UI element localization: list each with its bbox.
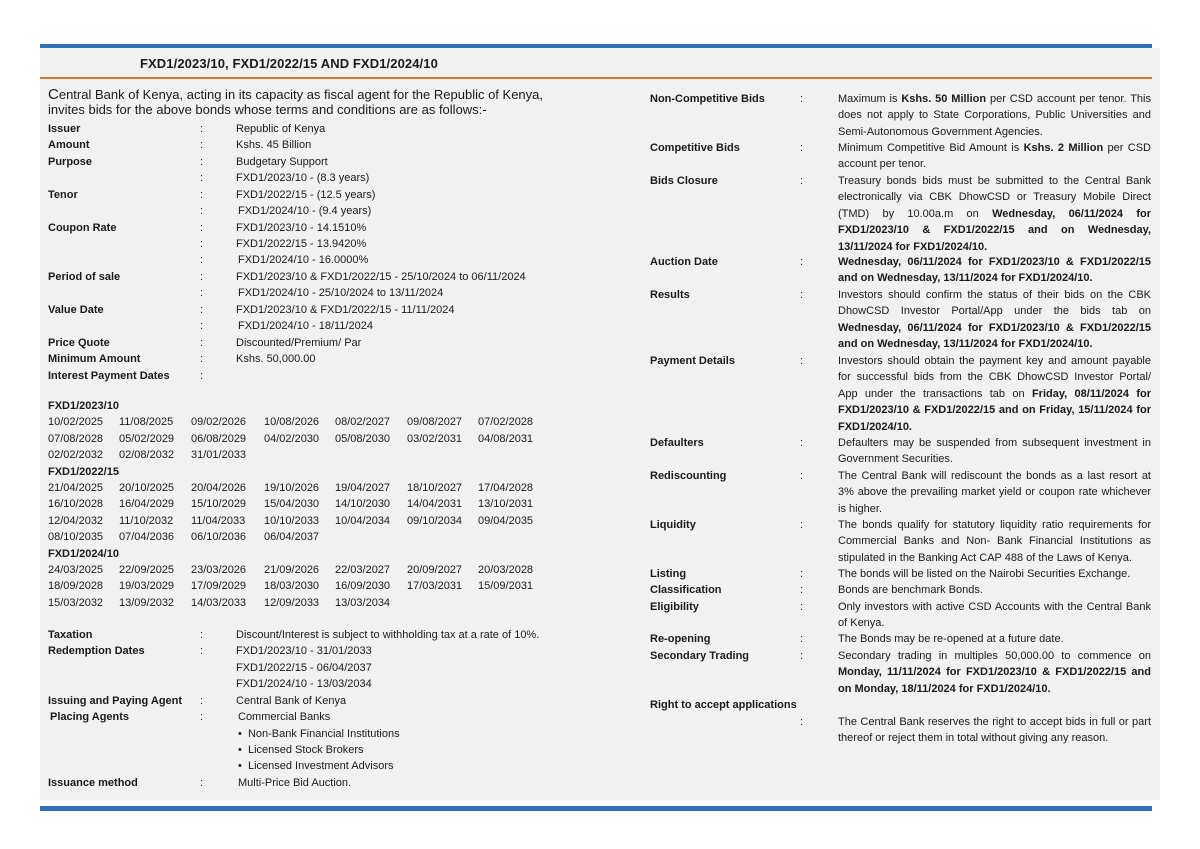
bold-part: Wednesday, 06/11/2024 for FXD1/2023/10 & FXD1/2022/15 and on Wednesday, 13/11/2024 for FXD1/2024/10. xyxy=(838,207,1151,253)
reopening-label: Re-opening xyxy=(650,633,711,645)
colon: : xyxy=(800,355,804,367)
text-part: Treasury bonds bids must be submitted to the Central Bank electronically via CBK DhowCSD or Treasury Mobile Direct (TMD) by 10.00a.m on xyxy=(838,175,1151,220)
tenor-value-3: FXD1/2024/10 - (9.4 years) xyxy=(238,205,372,217)
colon: : xyxy=(800,519,804,531)
interest-date-cell: 24/03/2025 xyxy=(48,564,104,576)
payment-details-label: Payment Details xyxy=(650,355,735,367)
listing-text: The bonds will be listed on the Nairobi Securities Exchange. xyxy=(838,568,1131,580)
text-part: per CSD account per tenor. xyxy=(838,142,1151,171)
interest-date-cell: 04/02/2030 xyxy=(264,432,320,445)
colon: : xyxy=(800,633,804,645)
interest-date-cell: 20/03/2028 xyxy=(478,564,534,576)
interest-date-cell: 07/08/2028 xyxy=(48,432,104,445)
interest-date-cell: 15/03/2032 xyxy=(48,596,104,609)
interest-date-cell: 10/10/2033 xyxy=(264,514,320,527)
auction-date-text xyxy=(838,254,1151,287)
issuing-agent-label: Issuing and Paying Agent xyxy=(48,695,183,707)
interest-date-cell: 14/03/2033 xyxy=(191,596,247,609)
coupon-value-2: FXD1/2022/15 - 13.9420% xyxy=(236,238,367,250)
interest-date-cell: 19/04/2027 xyxy=(335,482,391,494)
interest-date-cell: 08/10/2035 xyxy=(48,531,104,544)
interest-date-cell: 10/02/2025 xyxy=(48,416,104,429)
interest-date-cell: 17/04/2028 xyxy=(478,482,534,494)
interest-date-cell: 09/04/2035 xyxy=(478,514,534,527)
payment-details-text xyxy=(838,353,1151,435)
interest-date-cell: 05/02/2029 xyxy=(119,432,175,445)
period-of-sale-label: Period of sale xyxy=(48,271,121,283)
colon: : xyxy=(200,189,204,201)
issuing-agent-value: Central Bank of Kenya xyxy=(236,695,347,707)
redemption-value-1: FXD1/2023/10 - 31/01/2033 xyxy=(236,645,372,657)
placing-agent-bullet-3: Licensed Investment Advisors xyxy=(247,760,394,772)
page-title: FXD1/2023/10, FXD1/2022/15 AND FXD1/2024/10 xyxy=(140,56,438,71)
colon: : xyxy=(200,629,204,641)
placing-agents-value: Commercial Banks xyxy=(238,711,331,723)
interest-date-cell: 19/10/2026 xyxy=(264,482,320,494)
liquidity-text: The bonds qualify for statutory liquidity ratio requirements for Commercial Banks and Non- Bank Financial Institutions as stipulated in the Banking Act CAP 488 of the Laws of Kenya. xyxy=(838,519,1151,564)
price-quote-value: Discounted/Premium/ Par xyxy=(236,337,362,349)
interest-date-cell: 10/08/2026 xyxy=(264,416,320,429)
interest-date-cell: 17/09/2029 xyxy=(191,580,247,593)
text-part: Maximum is xyxy=(838,93,902,105)
minimum-amount-label: Minimum Amount xyxy=(48,353,141,365)
redemption-dates-label: Redemption Dates xyxy=(48,645,145,657)
colon: : xyxy=(800,289,804,301)
colon: : xyxy=(200,139,204,151)
bullet-item xyxy=(238,758,394,774)
interest-date-cell: 09/08/2027 xyxy=(407,416,463,429)
interest-date-cell: 17/03/2031 xyxy=(407,580,463,593)
colon: : xyxy=(200,711,204,723)
colon: : xyxy=(200,337,204,349)
bullet-item xyxy=(238,726,400,742)
interest-dates-bond-heading: FXD1/2024/10 xyxy=(48,547,119,560)
placing-agent-bullet-1: Non-Bank Financial Institutions xyxy=(247,728,400,740)
colon: : xyxy=(200,370,204,382)
results-label: Results xyxy=(650,289,690,301)
bold-part: Kshs. 50 Million xyxy=(901,93,987,105)
bids-closure-label: Bids Closure xyxy=(650,175,718,187)
colon: : xyxy=(800,601,804,613)
rediscounting-text: The Central Bank will rediscount the bonds as a last resort at 3% above the prevailing market yield or coupon rate whichever is higher. xyxy=(838,470,1151,515)
interest-date-cell: 07/02/2028 xyxy=(478,416,534,429)
listing-label: Listing xyxy=(650,568,687,580)
amount-value: Kshs. 45 Billion xyxy=(236,139,312,151)
issuance-method-label: Issuance method xyxy=(48,777,138,789)
text-part: Minimum Competitive Bid Amount is xyxy=(838,142,1024,154)
interest-dates-bond-heading: FXD1/2022/15 xyxy=(48,465,119,478)
intro-drop-letter: C xyxy=(48,86,59,103)
classification-text: Bonds are benchmark Bonds. xyxy=(838,584,983,596)
interest-date-cell: 09/02/2026 xyxy=(191,416,247,429)
colon: : xyxy=(200,271,204,283)
coupon-value-3: FXD1/2024/10 - 16.0000% xyxy=(238,254,369,266)
taxation-label: Taxation xyxy=(48,629,93,641)
interest-date-cell: 21/04/2025 xyxy=(48,482,104,494)
interest-date-cell: 06/04/2037 xyxy=(264,531,320,544)
period-of-sale-value-2: FXD1/2024/10 - 25/10/2024 to 13/11/2024 xyxy=(238,287,444,299)
interest-date-cell: 03/02/2031 xyxy=(407,432,463,445)
colon: : xyxy=(200,304,204,316)
interest-date-cell: 20/10/2025 xyxy=(119,482,175,494)
interest-date-cell: 10/04/2034 xyxy=(335,514,391,527)
right-to-accept-label: Right to accept applications xyxy=(650,699,797,711)
bold-part: Wednesday, 06/11/2024 for FXD1/2023/10 & FXD1/2022/15 and on Wednesday, 13/11/2024 for FXD1/2024/10. xyxy=(838,321,1151,351)
competitive-bids-text xyxy=(838,140,1151,173)
colon: : xyxy=(200,254,204,266)
issuance-method-value: Multi-Price Bid Auction. xyxy=(238,777,352,789)
reopening-text: The Bonds may be re-opened at a future date. xyxy=(838,633,1064,645)
interest-date-cell: 23/03/2026 xyxy=(191,564,247,576)
tenor-value-1: FXD1/2023/10 - (8.3 years) xyxy=(236,172,370,184)
colon: : xyxy=(200,695,204,707)
interest-date-cell: 31/01/2033 xyxy=(191,449,247,462)
interest-date-cell: 12/04/2032 xyxy=(48,514,104,527)
colon: : xyxy=(200,205,204,217)
interest-date-cell: 06/10/2036 xyxy=(191,531,247,544)
tenor-value-2: FXD1/2022/15 - (12.5 years) xyxy=(236,189,376,201)
interest-date-cell: 16/09/2030 xyxy=(335,580,391,593)
interest-date-cell: 18/10/2027 xyxy=(407,482,463,494)
non-competitive-bids-text xyxy=(838,91,1151,140)
non-competitive-bids-label: Non-Competitive Bids xyxy=(650,93,765,105)
minimum-amount-value: Kshs. 50,000.00 xyxy=(236,353,316,365)
text-part: per CSD account per tenor. This does not apply to State Corporations, Public Universities and Semi-Autonomous Government Agencies. xyxy=(838,93,1151,138)
bold-part: Wednesday, 06/11/2024 for FXD1/2023/10 & FXD1/2022/15 and on Wednesday, 13/11/2024 for FXD1/2024/10. xyxy=(838,256,1151,285)
taxation-value: Discount/Interest is subject to withholding tax at a rate of 10%. xyxy=(236,629,540,641)
interest-date-cell: 14/10/2030 xyxy=(335,498,391,511)
competitive-bids-label: Competitive Bids xyxy=(650,142,740,154)
interest-payment-dates-label: Interest Payment Dates xyxy=(48,370,170,382)
interest-date-cell: 15/04/2030 xyxy=(264,498,320,511)
interest-date-cell: 05/08/2030 xyxy=(335,432,391,445)
defaulters-text: Defaulters may be suspended from subsequent investment in Government Securities. xyxy=(838,437,1151,466)
interest-date-cell: 08/02/2027 xyxy=(335,416,391,429)
text-part: Investors should obtain the payment key and amount payable for successful bids from the CBK DhowCSD Investor Portal/ App under the transactions tab on xyxy=(838,355,1151,400)
colon: : xyxy=(800,716,804,728)
defaulters-label: Defaulters xyxy=(650,437,704,449)
bullet-dot-icon: • xyxy=(238,728,248,740)
redemption-value-3: FXD1/2024/10 - 13/03/2034 xyxy=(236,678,372,690)
bullet-dot-icon: • xyxy=(238,744,248,756)
interest-date-cell: 18/09/2028 xyxy=(48,580,104,593)
placing-agents-label: Placing Agents xyxy=(50,711,130,723)
interest-date-cell: 12/09/2033 xyxy=(264,596,320,609)
interest-date-cell: 02/08/2032 xyxy=(119,449,175,462)
interest-date-cell: 09/10/2034 xyxy=(407,514,463,527)
bold-part: Friday, 08/11/2024 for FXD1/2023/10 & FXD1/2022/15 and on Friday, 15/11/2024 for FXD1/2024/10. xyxy=(838,387,1151,433)
colon: : xyxy=(200,123,204,135)
value-date-label: Value Date xyxy=(48,304,104,316)
interest-date-cell: 11/08/2025 xyxy=(119,416,174,429)
classification-label: Classification xyxy=(650,584,722,596)
intro-paragraph xyxy=(48,87,568,117)
colon: : xyxy=(200,222,204,234)
value-date-value-1: FXD1/2023/10 & FXD1/2022/15 - 11/11/2024 xyxy=(236,304,455,316)
interest-date-cell: 21/09/2026 xyxy=(264,564,320,576)
amount-label: Amount xyxy=(48,139,90,151)
interest-date-cell: 22/03/2027 xyxy=(335,564,391,576)
value-date-value-2: FXD1/2024/10 - 18/11/2024 xyxy=(238,320,373,332)
bullet-dot-icon: • xyxy=(238,760,248,772)
interest-date-cell: 22/09/2025 xyxy=(119,564,175,576)
interest-date-cell: 15/10/2029 xyxy=(191,498,247,511)
colon: : xyxy=(200,238,204,250)
period-of-sale-value-1: FXD1/2023/10 & FXD1/2022/15 - 25/10/2024 to 06/11/2024 xyxy=(236,271,526,283)
interest-date-cell: 13/03/2034 xyxy=(335,596,391,609)
liquidity-label: Liquidity xyxy=(650,519,696,531)
purpose-label: Purpose xyxy=(48,156,93,168)
interest-dates-bond-heading: FXD1/2023/10 xyxy=(48,400,119,412)
title-divider xyxy=(40,77,1152,79)
right-to-accept-text: The Central Bank reserves the right to accept bids in full or part thereof or reject them in total without giving any reason. xyxy=(838,716,1151,745)
colon: : xyxy=(200,172,204,184)
colon: : xyxy=(800,584,804,596)
colon: : xyxy=(200,287,204,299)
interest-date-cell: 16/04/2029 xyxy=(119,498,175,511)
interest-date-cell: 13/10/2031 xyxy=(478,498,534,511)
colon: : xyxy=(800,256,804,268)
tenor-label: Tenor xyxy=(48,189,78,201)
interest-date-cell: 19/03/2029 xyxy=(119,580,175,593)
interest-date-cell: 20/09/2027 xyxy=(407,564,463,576)
interest-date-cell: 15/09/2031 xyxy=(478,580,534,593)
purpose-value: Budgetary Support xyxy=(236,156,328,168)
colon: : xyxy=(800,175,804,187)
interest-date-cell: 16/10/2028 xyxy=(48,498,104,511)
coupon-rate-label: Coupon Rate xyxy=(48,222,117,234)
rediscounting-label: Rediscounting xyxy=(650,470,727,482)
colon: : xyxy=(800,93,804,105)
issuer-value: Republic of Kenya xyxy=(236,123,326,135)
auction-date-label: Auction Date xyxy=(650,256,718,268)
interest-date-cell: 04/08/2031 xyxy=(478,432,534,445)
secondary-trading-text xyxy=(838,648,1151,697)
interest-date-cell: 11/04/2033 xyxy=(191,514,246,527)
colon: : xyxy=(800,470,804,482)
colon: : xyxy=(800,650,804,662)
colon: : xyxy=(800,568,804,580)
text-part: Investors should confirm the status of their bids on the CBK DhowCSD Investor Portal/App under the bids tab on xyxy=(838,289,1151,318)
colon: : xyxy=(200,645,204,657)
colon: : xyxy=(200,353,204,365)
colon: : xyxy=(800,437,804,449)
interest-date-cell: 13/09/2032 xyxy=(119,596,175,609)
bold-part: Kshs. 2 Million xyxy=(1023,142,1104,154)
bottom-border-bar xyxy=(40,806,1152,811)
interest-date-cell: 11/10/2032 xyxy=(119,514,174,527)
colon: : xyxy=(200,156,204,168)
interest-date-cell: 06/08/2029 xyxy=(191,432,247,445)
placing-agent-bullet-2: Licensed Stock Brokers xyxy=(247,744,364,756)
coupon-value-1: FXD1/2023/10 - 14.1510% xyxy=(236,222,367,234)
interest-date-cell: 18/03/2030 xyxy=(264,580,320,593)
issuer-label: Issuer xyxy=(48,123,81,135)
redemption-value-2: FXD1/2022/15 - 06/04/2037 xyxy=(236,662,372,674)
intro-text: entral Bank of Kenya, acting in its capacity as fiscal agent for the Republic of Kenya, invites bids for the above bonds whose terms and conditions are as follows:- xyxy=(48,87,544,117)
bids-closure-text xyxy=(838,173,1151,255)
secondary-trading-label: Secondary Trading xyxy=(650,650,750,662)
interest-date-cell: 02/02/2032 xyxy=(48,449,104,462)
bullet-item xyxy=(238,742,364,758)
colon: : xyxy=(800,142,804,154)
results-text xyxy=(838,287,1151,353)
text-part: Secondary trading in multiples 50,000.00 to commence on xyxy=(838,650,1151,662)
interest-date-cell: 14/04/2031 xyxy=(407,498,463,511)
interest-date-cell: 07/04/2036 xyxy=(119,531,175,544)
price-quote-label: Price Quote xyxy=(48,337,110,349)
colon: : xyxy=(200,777,204,789)
interest-date-cell: 20/04/2026 xyxy=(191,482,247,494)
colon: : xyxy=(200,320,204,332)
eligibility-text: Only investors with active CSD Accounts with the Central Bank of Kenya. xyxy=(838,601,1151,630)
eligibility-label: Eligibility xyxy=(650,601,699,613)
bold-part: Monday, 11/11/2024 for FXD1/2023/10 & FXD1/2022/15 and on Monday, 18/11/2024 for FXD1/2024/10. xyxy=(838,666,1151,695)
